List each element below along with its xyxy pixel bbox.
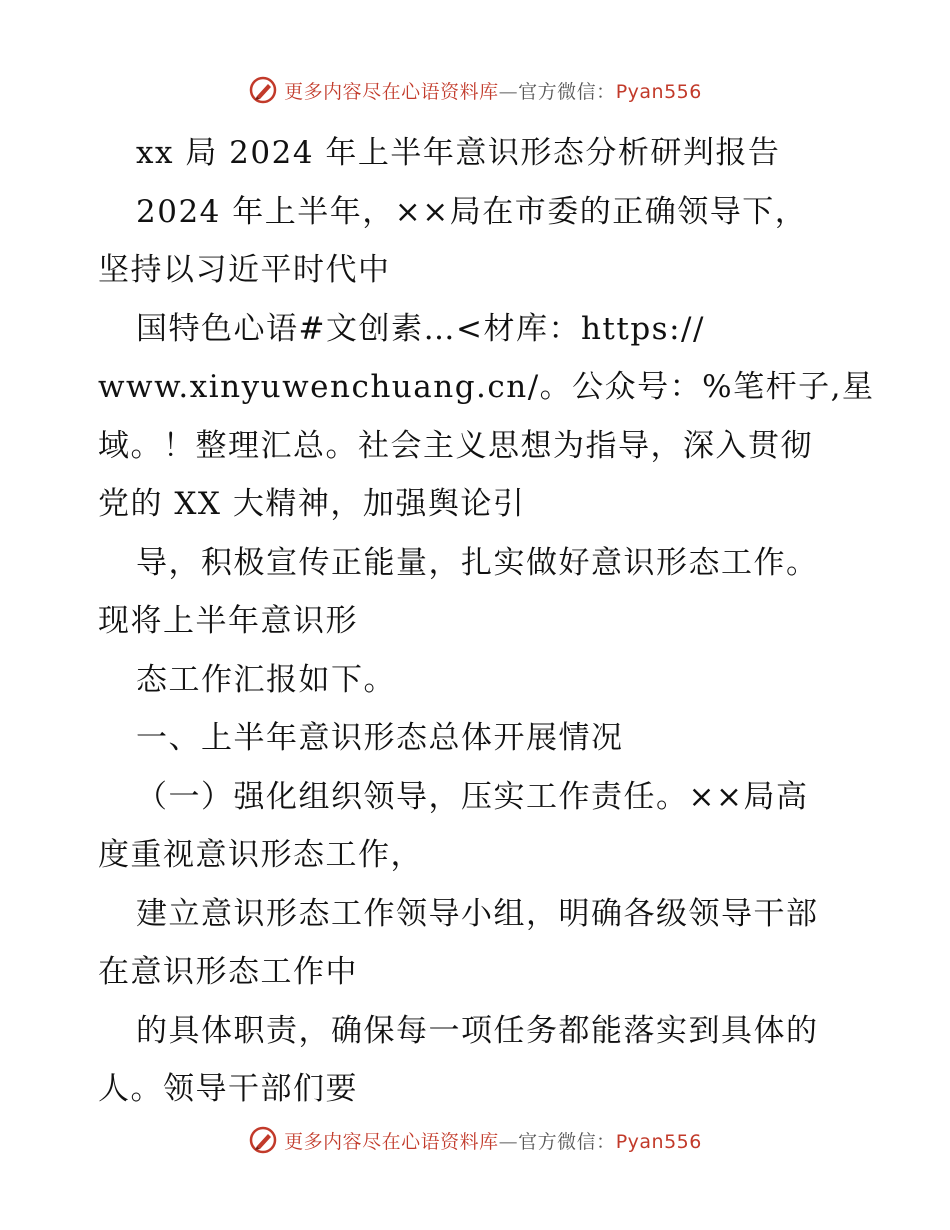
watermark-dash: —	[498, 80, 519, 103]
watermark-main: 更多内容尽在心语资料库	[284, 80, 499, 103]
doc-line: www.xinyuwenchuang.cn/。公众号：%笔杆子,星	[98, 369, 875, 405]
pen-logo-icon	[248, 75, 278, 105]
section-heading: 一、上半年意识形态总体开展情况	[136, 720, 624, 756]
doc-line: 域。！整理汇总。社会主义思想为指导，深入贯彻	[98, 427, 813, 464]
watermark-wechat-id: Pyan556	[615, 1130, 702, 1153]
watermark-dash: —	[498, 1130, 519, 1153]
doc-line: 党的 XX 大精神，加强舆论引	[98, 486, 526, 522]
watermark-text	[284, 1127, 702, 1154]
doc-line: 在意识形态工作中	[98, 954, 358, 990]
doc-line: 导，积极宣传正能量，扎实做好意识形态工作。	[136, 544, 819, 581]
doc-line: 人。领导干部们要	[98, 1071, 358, 1107]
doc-line: 的具体职责，确保每一项任务都能落实到具体的	[136, 1012, 819, 1049]
watermark-main: 更多内容尽在心语资料库	[284, 1130, 499, 1153]
document-body	[98, 124, 875, 1119]
watermark-footer	[0, 1120, 950, 1160]
doc-line: 2024 年上半年，××局在市委的正确领导下，	[136, 193, 808, 230]
doc-line: 度重视意识形态工作，	[98, 837, 423, 873]
watermark-text	[284, 77, 702, 104]
doc-line: 建立意识形态工作领导小组，明确各级领导干部	[136, 895, 819, 932]
doc-line: 现将上半年意识形	[98, 603, 358, 639]
doc-title: xx 局 2024 年上半年意识形态分析研判报告	[136, 135, 781, 171]
watermark-wechat-id: Pyan556	[615, 80, 702, 103]
pen-logo-icon	[248, 1125, 278, 1155]
doc-line: 国特色心语#文创素…<材库：https://	[136, 310, 705, 347]
doc-line: （一）强化组织领导，压实工作责任。××局高	[136, 778, 809, 815]
doc-line: 坚持以习近平时代中	[98, 252, 391, 288]
watermark-official: 官方微信：	[518, 80, 616, 103]
watermark-official: 官方微信：	[518, 1130, 616, 1153]
doc-line: 态工作汇报如下。	[136, 661, 396, 698]
watermark-header	[0, 70, 950, 110]
